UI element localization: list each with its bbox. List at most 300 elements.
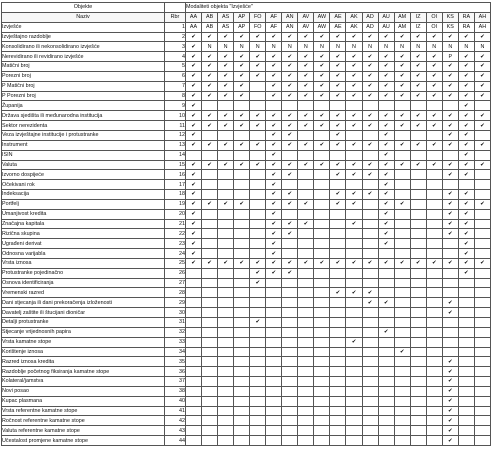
cell-ra (458, 327, 474, 337)
cell-ae (330, 357, 346, 367)
row-number: 7 (165, 81, 186, 91)
cell-fo (250, 180, 266, 190)
row-name: Stjecanje vrijednosnih papira (2, 327, 165, 337)
row-name: Izvorno dospijeće (2, 170, 165, 180)
cell-aw (314, 249, 330, 259)
cell-am (394, 180, 410, 190)
cell-am (394, 101, 410, 111)
check-mark-icon: ✔ (250, 318, 266, 328)
table-row (2, 318, 491, 328)
cell-ad (362, 367, 378, 377)
cell-ra (458, 180, 474, 190)
check-mark-icon: ✔ (282, 121, 298, 131)
check-mark-icon: ✔ (250, 160, 266, 170)
check-mark-icon: ✔ (218, 160, 234, 170)
column-header-aa: AA (186, 12, 202, 22)
cell-ap (234, 209, 250, 219)
cell-ah (474, 278, 490, 288)
check-mark-icon: ✔ (458, 239, 474, 249)
cell-fo (250, 91, 266, 101)
check-mark-icon: ✔ (282, 62, 298, 72)
cell-af (266, 416, 282, 426)
check-mark-icon: ✔ (298, 71, 314, 81)
check-mark-icon: ✔ (314, 52, 330, 62)
check-mark-icon: ✔ (458, 190, 474, 200)
table-row (2, 268, 491, 278)
cell-aw (314, 436, 330, 446)
cell-as: N (218, 42, 234, 52)
row-name: Ugrađeni derivat (2, 239, 165, 249)
check-mark-icon: ✔ (442, 258, 458, 268)
cell-av (298, 268, 314, 278)
check-mark-icon: ✔ (218, 52, 234, 62)
cell-aw (314, 327, 330, 337)
check-mark-icon: ✔ (186, 81, 202, 91)
cell-iz (410, 318, 426, 328)
cell-ra (458, 318, 474, 328)
cell-aw: N (314, 42, 330, 52)
check-mark-icon: ✔ (474, 71, 490, 81)
cell-iz (410, 268, 426, 278)
row-name: Nerevidirano ili revidirano izvješće (2, 52, 165, 62)
check-mark-icon: ✔ (474, 160, 490, 170)
cell-aw (314, 347, 330, 357)
cell-iz: IZ (410, 22, 426, 32)
check-mark-icon: ✔ (458, 91, 474, 101)
check-mark-icon: ✔ (234, 111, 250, 121)
cell-as (218, 396, 234, 406)
cell-ab (202, 219, 218, 229)
cell-am (394, 219, 410, 229)
check-mark-icon: ✔ (426, 160, 442, 170)
cell-ap (234, 327, 250, 337)
check-mark-icon: ✔ (458, 32, 474, 42)
check-mark-icon: ✔ (202, 62, 218, 72)
row-name: Očekivani rok (2, 180, 165, 190)
check-mark-icon: ✔ (362, 160, 378, 170)
cell-aa (186, 436, 202, 446)
cell-ae (330, 377, 346, 387)
cell-ab (202, 396, 218, 406)
check-mark-icon: ✔ (442, 367, 458, 377)
cell-ak (346, 180, 362, 190)
table-row (2, 180, 491, 190)
cell-ra (458, 347, 474, 357)
cell-an (282, 337, 298, 347)
check-mark-icon: ✔ (442, 229, 458, 239)
cell-av (298, 377, 314, 387)
check-mark-icon: ✔ (234, 199, 250, 209)
row-name: Valuta (2, 160, 165, 170)
check-mark-icon: ✔ (298, 81, 314, 91)
cell-ra (458, 386, 474, 396)
cell-iz (410, 327, 426, 337)
check-mark-icon: ✔ (458, 52, 474, 62)
column-header-ad: AD (362, 12, 378, 22)
check-mark-icon: ✔ (314, 121, 330, 131)
check-mark-icon: ✔ (282, 52, 298, 62)
check-mark-icon: ✔ (426, 140, 442, 150)
check-mark-icon: ✔ (442, 199, 458, 209)
cell-ae (330, 268, 346, 278)
table-row (2, 337, 491, 347)
cell-ak (346, 239, 362, 249)
cell-an (282, 239, 298, 249)
check-mark-icon: ✔ (378, 160, 394, 170)
cell-ah: AH (474, 22, 490, 32)
check-mark-icon: ✔ (394, 199, 410, 209)
cell-as (218, 406, 234, 416)
check-mark-icon: ✔ (426, 121, 442, 131)
row-number: 16 (165, 170, 186, 180)
cell-iz (410, 347, 426, 357)
column-header-oi: OI (426, 12, 442, 22)
check-mark-icon: ✔ (202, 52, 218, 62)
cell-aw (314, 357, 330, 367)
cell-ap (234, 406, 250, 416)
cell-ak (346, 327, 362, 337)
table-row (2, 111, 491, 121)
cell-ab (202, 406, 218, 416)
cell-ad (362, 268, 378, 278)
check-mark-icon: ✔ (314, 32, 330, 42)
check-mark-icon: ✔ (458, 199, 474, 209)
row-name: ISIN (2, 150, 165, 160)
row-name: Sektor nerezidenta (2, 121, 165, 131)
cell-ap (234, 396, 250, 406)
row-number: 37 (165, 377, 186, 387)
cell-ah (474, 386, 490, 396)
cell-ak: N (346, 42, 362, 52)
check-mark-icon: ✔ (378, 140, 394, 150)
cell-fo: FO (250, 22, 266, 32)
cell-aa (186, 298, 202, 308)
cell-au (378, 268, 394, 278)
check-mark-icon: ✔ (314, 160, 330, 170)
cell-aa: AA (186, 22, 202, 32)
check-mark-icon: ✔ (378, 219, 394, 229)
cell-ak (346, 386, 362, 396)
cell-ks (442, 268, 458, 278)
check-mark-icon: ✔ (442, 91, 458, 101)
cell-aw (314, 130, 330, 140)
cell-iz (410, 101, 426, 111)
cell-aw (314, 396, 330, 406)
cell-as (218, 337, 234, 347)
check-mark-icon: ✔ (250, 71, 266, 81)
cell-oi (426, 180, 442, 190)
cell-ak (346, 249, 362, 259)
check-mark-icon: ✔ (378, 180, 394, 190)
cell-oi (426, 298, 442, 308)
cell-aw (314, 406, 330, 416)
cell-ab (202, 180, 218, 190)
cell-aw (314, 150, 330, 160)
cell-as (218, 308, 234, 318)
cell-ra (458, 436, 474, 446)
cell-ad (362, 416, 378, 426)
cell-iz (410, 377, 426, 387)
cell-av (298, 229, 314, 239)
cell-ah (474, 416, 490, 426)
check-mark-icon: ✔ (410, 258, 426, 268)
cell-ad (362, 308, 378, 318)
cell-ad (362, 396, 378, 406)
table-row (2, 209, 491, 219)
cell-ab (202, 318, 218, 328)
table-row (2, 406, 491, 416)
check-mark-icon: ✔ (474, 111, 490, 121)
column-header-ak: AK (346, 12, 362, 22)
column-header-ah: AH (474, 12, 490, 22)
cell-ak (346, 396, 362, 406)
cell-iz (410, 180, 426, 190)
cell-ap (234, 170, 250, 180)
check-mark-icon: ✔ (474, 32, 490, 42)
cell-ra (458, 396, 474, 406)
cell-au (378, 347, 394, 357)
row-name: Novi posao (2, 386, 165, 396)
cell-oi (426, 288, 442, 298)
cell-ad (362, 219, 378, 229)
cell-as (218, 436, 234, 446)
cell-ap: AP (234, 22, 250, 32)
check-mark-icon: ✔ (458, 71, 474, 81)
check-mark-icon: ✔ (266, 209, 282, 219)
cell-am (394, 249, 410, 259)
check-mark-icon: ✔ (442, 396, 458, 406)
cell-as (218, 327, 234, 337)
cell-av (298, 298, 314, 308)
cell-ap (234, 249, 250, 259)
check-mark-icon: ✔ (250, 62, 266, 72)
cell-aw (314, 180, 330, 190)
cell-ae (330, 327, 346, 337)
row-number: 14 (165, 150, 186, 160)
cell-am (394, 150, 410, 160)
cell-am: N (394, 42, 410, 52)
check-mark-icon: ✔ (314, 71, 330, 81)
cell-ab (202, 101, 218, 111)
cell-ab (202, 239, 218, 249)
check-mark-icon: ✔ (458, 111, 474, 121)
check-mark-icon: ✔ (234, 71, 250, 81)
cell-ab (202, 416, 218, 426)
cell-ah (474, 308, 490, 318)
check-mark-icon: ✔ (234, 52, 250, 62)
check-mark-icon: ✔ (442, 160, 458, 170)
cell-as (218, 101, 234, 111)
cell-au (378, 416, 394, 426)
check-mark-icon: ✔ (330, 91, 346, 101)
check-mark-icon: ✔ (266, 32, 282, 42)
cell-aw (314, 318, 330, 328)
table-row (2, 81, 491, 91)
check-mark-icon: ✔ (458, 249, 474, 259)
cell-aw (314, 170, 330, 180)
row-name: Ročnost referentne kamatne stope (2, 416, 165, 426)
cell-am (394, 426, 410, 436)
check-mark-icon: ✔ (410, 140, 426, 150)
cell-ah (474, 229, 490, 239)
row-name: Rizična skupina (2, 229, 165, 239)
table-row (2, 308, 491, 318)
row-number: 3 (165, 42, 186, 52)
check-mark-icon: ✔ (266, 160, 282, 170)
check-mark-icon: ✔ (362, 170, 378, 180)
cell-aa (186, 347, 202, 357)
row-number: 15 (165, 160, 186, 170)
check-mark-icon: ✔ (282, 130, 298, 140)
cell-ak (346, 318, 362, 328)
cell-fo (250, 239, 266, 249)
check-mark-icon: ✔ (298, 32, 314, 42)
check-mark-icon: ✔ (330, 32, 346, 42)
check-mark-icon: ✔ (250, 268, 266, 278)
cell-av (298, 436, 314, 446)
cell-am (394, 229, 410, 239)
check-mark-icon: ✔ (266, 268, 282, 278)
cell-ak (346, 229, 362, 239)
check-mark-icon: ✔ (378, 239, 394, 249)
table-row (2, 219, 491, 229)
cell-aw (314, 377, 330, 387)
check-mark-icon: ✔ (394, 111, 410, 121)
cell-an (282, 396, 298, 406)
check-mark-icon: ✔ (218, 62, 234, 72)
check-mark-icon: ✔ (474, 91, 490, 101)
cell-ad (362, 278, 378, 288)
check-mark-icon: ✔ (378, 111, 394, 121)
check-mark-icon: ✔ (298, 160, 314, 170)
cell-ks: N (442, 42, 458, 52)
cell-aw (314, 298, 330, 308)
cell-am (394, 239, 410, 249)
cell-ap (234, 416, 250, 426)
column-header-av: AV (298, 12, 314, 22)
cell-aa (186, 377, 202, 387)
cell-fo (250, 436, 266, 446)
cell-fo (250, 150, 266, 160)
row-name: Značajna kapitala (2, 219, 165, 229)
row-name: Županija (2, 101, 165, 111)
cell-an: AN (282, 22, 298, 32)
check-mark-icon: ✔ (346, 52, 362, 62)
cell-ks (442, 239, 458, 249)
cell-ra (458, 298, 474, 308)
cell-ah (474, 327, 490, 337)
cell-ad (362, 199, 378, 209)
cell-ab (202, 436, 218, 446)
check-mark-icon: ✔ (458, 62, 474, 72)
cell-as (218, 377, 234, 387)
check-mark-icon: ✔ (186, 130, 202, 140)
row-number: 29 (165, 298, 186, 308)
check-mark-icon: ✔ (330, 199, 346, 209)
cell-ae (330, 308, 346, 318)
cell-oi (426, 386, 442, 396)
check-mark-icon: ✔ (458, 150, 474, 160)
cell-oi (426, 426, 442, 436)
modality-table (1, 2, 491, 446)
check-mark-icon: ✔ (330, 258, 346, 268)
cell-fo (250, 426, 266, 436)
cell-ae (330, 150, 346, 160)
cell-ap (234, 278, 250, 288)
cell-ra (458, 288, 474, 298)
check-mark-icon: ✔ (442, 140, 458, 150)
row-number: 38 (165, 386, 186, 396)
row-name: Valuta referentne kamatne stope (2, 426, 165, 436)
cell-ae (330, 239, 346, 249)
cell-ab (202, 288, 218, 298)
check-mark-icon: ✔ (218, 121, 234, 131)
check-mark-icon: ✔ (234, 140, 250, 150)
check-mark-icon: ✔ (362, 111, 378, 121)
check-mark-icon: ✔ (314, 81, 330, 91)
check-mark-icon: ✔ (218, 258, 234, 268)
cell-ae (330, 367, 346, 377)
check-mark-icon: ✔ (458, 160, 474, 170)
cell-ra (458, 416, 474, 426)
cell-ah (474, 288, 490, 298)
cell-aa (186, 367, 202, 377)
column-header-af: AF (266, 12, 282, 22)
cell-am (394, 308, 410, 318)
cell-ak (346, 150, 362, 160)
cell-ad: N (362, 42, 378, 52)
row-number: 4 (165, 52, 186, 62)
cell-ak (346, 130, 362, 140)
cell-am (394, 377, 410, 387)
check-mark-icon: ✔ (186, 258, 202, 268)
cell-ra (458, 406, 474, 416)
cell-ap: N (234, 42, 250, 52)
cell-oi (426, 337, 442, 347)
check-mark-icon: ✔ (442, 416, 458, 426)
cell-ra: RA (458, 22, 474, 32)
row-number: 10 (165, 111, 186, 121)
cell-ad (362, 337, 378, 347)
cell-ab (202, 337, 218, 347)
cell-ae (330, 386, 346, 396)
check-mark-icon: ✔ (314, 62, 330, 72)
check-mark-icon: ✔ (442, 170, 458, 180)
table-row (2, 347, 491, 357)
check-mark-icon: ✔ (314, 91, 330, 101)
check-mark-icon: ✔ (426, 258, 442, 268)
cell-ap (234, 318, 250, 328)
cell-am (394, 268, 410, 278)
cell-ra (458, 357, 474, 367)
check-mark-icon: ✔ (282, 32, 298, 42)
cell-aw (314, 367, 330, 377)
row-name: Protustranke pojedinačno (2, 268, 165, 278)
cell-aa (186, 406, 202, 416)
table-row (2, 150, 491, 160)
row-name: P Porezni broj (2, 91, 165, 101)
check-mark-icon: ✔ (186, 219, 202, 229)
cell-af: N (266, 42, 282, 52)
cell-an: N (282, 42, 298, 52)
cell-ad (362, 101, 378, 111)
cell-ah (474, 406, 490, 416)
cell-ab (202, 209, 218, 219)
cell-ak (346, 209, 362, 219)
column-header-ra: RA (458, 12, 474, 22)
cell-iz (410, 249, 426, 259)
cell-ad (362, 436, 378, 446)
